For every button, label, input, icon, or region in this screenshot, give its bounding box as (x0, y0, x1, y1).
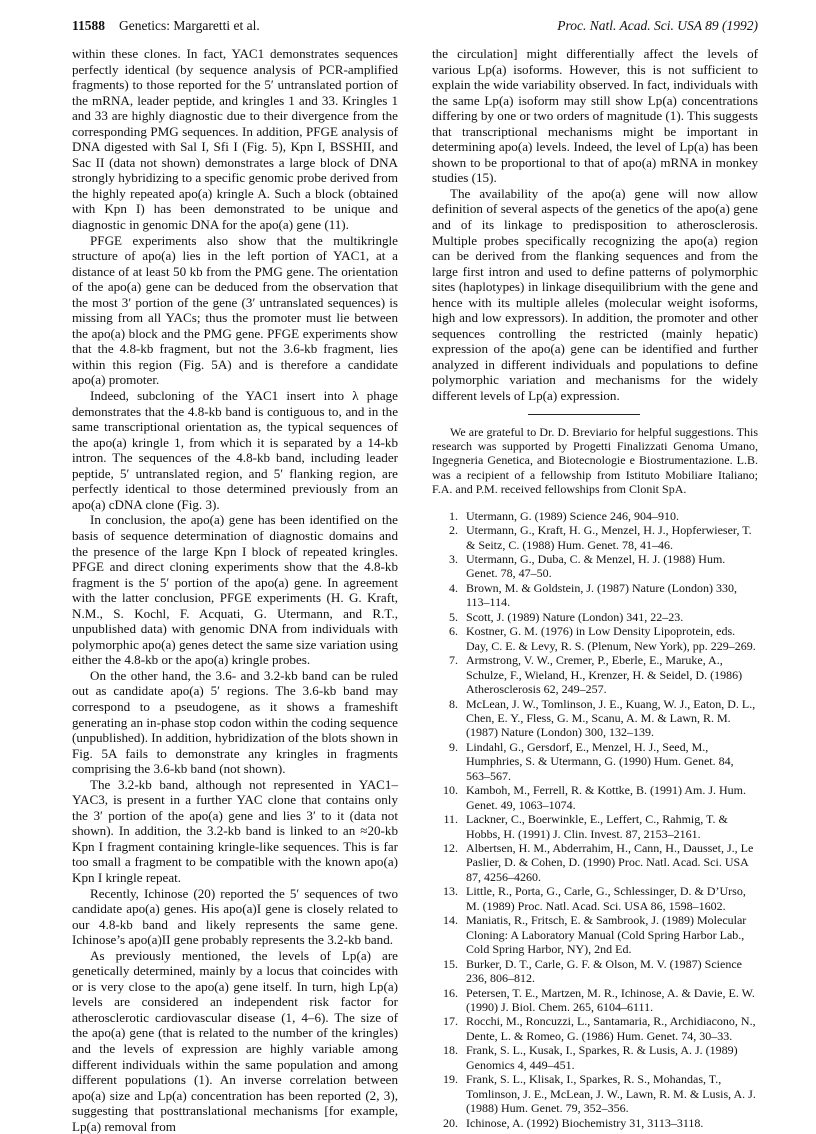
paragraph: In conclusion, the apo(a) gene has been identified on the basis of sequence determination of diagnostic domains and the presence of the large Kpn I block of repeated kringles. PFGE and direct cloning experiments show that the 4.8-kb fragment is the 5′ portion of the apo(a) gene. In agreement with the latter conclusion, PFGE experiments (H. G. Kraft, N.M., S. Kochl, F. Acquati, G. Utermann, and R.T., unpublished data) with genomic DNA from individuals with polymorphic apo(a) genes detect the same size variation using either the 4.8-kb or the apo(a) kringle probes. (72, 512, 398, 668)
reference-item (432, 1116, 758, 1130)
reference-item (432, 812, 758, 841)
running-title: Genetics: Margaretti et al. (119, 18, 260, 33)
reference-number: 20 . (438, 1116, 458, 1130)
reference-item (432, 740, 758, 783)
reference-text: Lindahl, G., Gersdorf, E., Menzel, H. J., Seed, M., Humphries, S. & Utermann, G. (1990) Hum. Genet. 84, 563–567. (466, 739, 734, 783)
reference-item (432, 841, 758, 884)
page-number: 11588 (72, 18, 106, 33)
paragraph: As previously mentioned, the levels of Lp(a) are genetically determined, mainly by a locus that coincides with or is very close to the apo(a) gene itself. In turn, high Lp(a) levels are considered an independent risk factor for atherosclerotic cardiovascular disease (1, 4–6). The size of the apo(a) gene (that is related to the number of the kringles) and the levels of expression are highly variable among different individuals within the same population and among different populations (1). An inverse correlation between apo(a) size and Lp(a) concentration has been reported (2, 3), suggesting that posttranslational mechanisms [for example, Lp(a) removal from (72, 947, 398, 1134)
reference-number: 5 . (438, 610, 458, 624)
section-divider (528, 414, 640, 415)
reference-number: 12 . (438, 841, 458, 855)
reference-item (432, 913, 758, 956)
reference-item (432, 957, 758, 986)
reference-number: 10 . (438, 783, 458, 797)
reference-text: Petersen, T. E., Martzen, M. R., Ichinose, A. & Davie, E. W. (1990) J. Biol. Chem. 265, 6104–6111. (466, 985, 755, 1015)
reference-text: Frank, S. L., Kusak, I., Sparkes, R. & Lusis, A. J. (1989) Genomics 4, 449–451. (466, 1043, 738, 1072)
paragraph: PFGE experiments also show that the multikringle structure of apo(a) lies in the left portion of YAC1, at a distance of at least 50 kb from the PMG gene. The orientation of the apo(a) gene can be deduced from the observation that the most 3′ portion of the gene (3′ untranslated sequences) is missing from all YACs; thus the promoter must lie between the apo(a) block and the PMG gene. PFGE experiments show that the 4.8-kb fragment, but not the 3.6-kb fragment, lies within this region (Fig. 5A) and is therefore a candidate apo(a) promoter. (72, 232, 398, 388)
reference-text: Burker, D. T., Carle, G. F. & Olson, M. V. (1987) Science 236, 806–812. (466, 956, 742, 986)
reference-number: 18 . (438, 1043, 458, 1057)
acknowledgment: We are grateful to Dr. D. Breviario for helpful suggestions. This research was supported by Progetti Finalizzati Genoma Umano, Ingegneria Genetica, and Biotecnologie e Biostrumentazione. L.B. was a recipient of a fellowship from Istituto Mobiliare Italiano; F.A. and P.M. received fellowships from Clonit SpA. (432, 424, 758, 497)
reference-number: 4 . (438, 581, 458, 595)
reference-text: Maniatis, R., Fritsch, E. & Sambrook, J. (1989) Molecular Cloning: A Laboratory Manual (Cold Spring Harbor Lab., Cold Spring Harbor, NY), 2nd Ed. (466, 913, 747, 957)
reference-item (432, 610, 758, 624)
header-left (72, 18, 260, 34)
reference-number: 1 . (438, 509, 458, 523)
reference-item (432, 884, 758, 913)
reference-item (432, 1014, 758, 1043)
reference-text: Kostner, G. M. (1976) in Low Density Lipoprotein, eds. Day, C. E. & Levy, R. S. (Plenum, New York), pp. 229–269. (466, 624, 756, 653)
reference-text: Lackner, C., Boerwinkle, E., Leffert, C., Rahmig, T. & Hobbs, H. (1991) J. Clin. Invest. 87, 2153–2161. (466, 812, 728, 841)
reference-item (432, 1043, 758, 1072)
reference-text: Utermann, G., Kraft, H. G., Menzel, H. J., Hopferwieser, T. & Seitz, C. (1988) Hum. Genet. 78, 41–46. (466, 523, 752, 552)
reference-number: 3 . (438, 552, 458, 566)
right-column (432, 46, 758, 1130)
reference-item (432, 697, 758, 740)
reference-number: 17 . (438, 1014, 458, 1028)
paragraph: Recently, Ichinose (20) reported the 5′ sequences of two candidate apo(a) genes. His apo(a)I gene is closely related to our 4.8-kb band and likely represents the same gene. Ichinose’s apo(a)II gene probably represents the 3.2-kb band. (72, 885, 398, 948)
reference-text: Little, R., Porta, G., Carle, G., Schlessinger, D. & D’Urso, M. (1989) Proc. Natl. Acad. Sci. USA 86, 1598–1602. (466, 884, 746, 913)
paragraph: The 3.2-kb band, although not represented in YAC1–YAC3, is present in a further YAC clone that contains only the 3′ portion of the apo(a) gene and lies 3′ to it (data not shown). In addition, the 3.2-kb band is linked to an ≈20-kb Kpn I fragment containing kringle-like sequences. This is far too small a fragment to be compatible with the known apo(a) Kpn I kringle repeat. (72, 776, 398, 885)
reference-text: Utermann, G., Duba, C. & Menzel, H. J. (1988) Hum. Genet. 78, 47–50. (466, 551, 726, 581)
reference-number: 11 . (438, 812, 458, 826)
reference-item (432, 523, 758, 552)
journal-citation: Proc. Natl. Acad. Sci. USA 89 (1992) (557, 18, 758, 33)
reference-text: Armstrong, V. W., Cremer, P., Eberle, E., Maruke, A., Schulze, F., Wieland, H., Krenzer, H. & Seidel, D. (1986) Atherosclerosis 62, 249–257. (466, 653, 743, 697)
reference-text: Albertsen, H. M., Abderrahim, H., Cann, H., Dausset, J., Le Paslier, D. & Cohen, D. (1990) Proc. Natl. Acad. Sci. USA 87, 4256–4260. (466, 841, 754, 884)
reference-number: 14 . (438, 913, 458, 927)
reference-item (432, 783, 758, 812)
paragraph: The availability of the apo(a) gene will now allow definition of several aspects of the genetics of the apo(a) gene and of its linkage to predisposition to atherosclerosis. Multiple probes specifically recognizing the apo(a) region can be derived from the flanking sequences and from the large first intron and used to define patterns of polymorphic sites (haplotypes) in linkage disequilibrium with the gene and hence with its multiple alleles (molecular weight isoforms, high and low expressors). In addition, the promoter and other sequences controlling the restricted (mainly hepatic) expression of the apo(a) gene can be identified and further analyzed in different individuals and populations to define polymorphic variation and mechanisms for the widely different levels of Lp(a) expression. (432, 185, 758, 404)
reference-text: Brown, M. & Goldstein, J. (1987) Nature (London) 330, 113–114. (466, 580, 737, 610)
reference-item (432, 624, 758, 653)
reference-number: 2 . (438, 523, 458, 537)
reference-number: 6 . (438, 624, 458, 638)
reference-number: 15 . (438, 957, 458, 971)
paragraph: On the other hand, the 3.6- and 3.2-kb band can be ruled out as candidate apo(a) 5′ regions. The 3.6-kb band may correspond to a pseudogene, as it shows a frameshift generating an in-phase stop codon within the coding sequence (unpublished). In addition, hybridization of the blots shown in Fig. 5A fails to demonstrate any kringles in fragments comprising the 3.6-kb band (not shown). (72, 667, 398, 777)
paragraph: the circulation] might differentially affect the levels of various Lp(a) isoforms. However, this is not sufficient to explain the wide variability observed. In fact, individuals with the same Lp(a) isoform may still show Lp(a) concentrations differing by one or two orders of magnitude (1). This suggests that transcriptional mechanisms might be important in determining apo(a) levels. Indeed, the level of Lp(a) has been shown to be proportional to that of apo(a) mRNA in monkey studies (15). (432, 46, 758, 186)
reference-number: 9 . (438, 740, 458, 754)
reference-item (432, 1072, 758, 1115)
reference-number: 19 . (438, 1072, 458, 1086)
reference-text: Ichinose, A. (1992) Biochemistry 31, 3113–3118. (466, 1115, 704, 1130)
reference-text: Utermann, G. (1989) Science 246, 904–910. (466, 508, 679, 523)
reference-text: McLean, J. W., Tomlinson, J. E., Kuang, W. J., Eaton, D. L., Chen, E. Y., Fless, G. M., Scanu, A. M. & Lawn, R. M. (1987) Nature (London) 300, 132–139. (466, 696, 756, 740)
reference-number: 7 . (438, 653, 458, 667)
page-header (72, 18, 758, 38)
reference-number: 13 . (438, 884, 458, 898)
reference-item (432, 653, 758, 696)
paragraph: Indeed, subcloning of the YAC1 insert into λ phage demonstrates that the 4.8-kb band is contiguous to, and in the same transcriptional orientation as, the typical sequences of the apo(a) kringle 1, from which it is separated by a 14-kb intron. The sequences of the 4.8-kb band, including leader peptide, 5′ untranslated region, and 5′ flanking region, are perfectly identical to those determined previously from an apo(a) cDNA clone (Fig. 3). (72, 388, 398, 512)
reference-text: Scott, J. (1989) Nature (London) 341, 22–23. (466, 609, 684, 624)
reference-number: 8 . (438, 697, 458, 711)
paragraph: within these clones. In fact, YAC1 demonstrates sequences perfectly identical (by sequence analysis of PCR-amplified fragments) to those reported for the 5′ untranslated portion of the mRNA, leader peptide, and kringles 1 and 33. Kringles 1 and 33 are highly diagnostic due to their divergence from the corresponding PMG sequences. In addition, PFGE analysis of DNA digested with Sal I, Sfi I (Fig. 5), Kpn I, BSSHII, and Sac II (data not shown) demonstrates a large block of DNA strongly hybridizing to a specific genomic probe derived from the highly repeated apo(a) kringle A. Such a block (obtained with Kpn I) has been demonstrated to be unique and diagnostic in genomic DNA for the apo(a) gene (11). (72, 46, 398, 233)
reference-text: Kamboh, M., Ferrell, R. & Kottke, B. (1991) Am. J. Hum. Genet. 49, 1063–1074. (466, 783, 746, 812)
reference-item (432, 581, 758, 610)
reference-item (432, 509, 758, 523)
reference-item (432, 552, 758, 581)
reference-text: Rocchi, M., Roncuzzi, L., Santamaria, R., Archidiacono, N., Dente, L. & Romeo, G. (1986) Hum. Genet. 74, 30–33. (466, 1014, 756, 1043)
reference-item (432, 986, 758, 1015)
reference-list (432, 509, 758, 1130)
left-column (72, 46, 398, 1134)
reference-number: 16 . (438, 986, 458, 1000)
reference-text: Frank, S. L., Klisak, I., Sparkes, R. S., Mohandas, T., Tomlinson, J. E., McLean, J. W., Lawn, R. M. & Lusis, A. J. (1988) Hum. Genet. 79, 352–356. (466, 1072, 756, 1116)
